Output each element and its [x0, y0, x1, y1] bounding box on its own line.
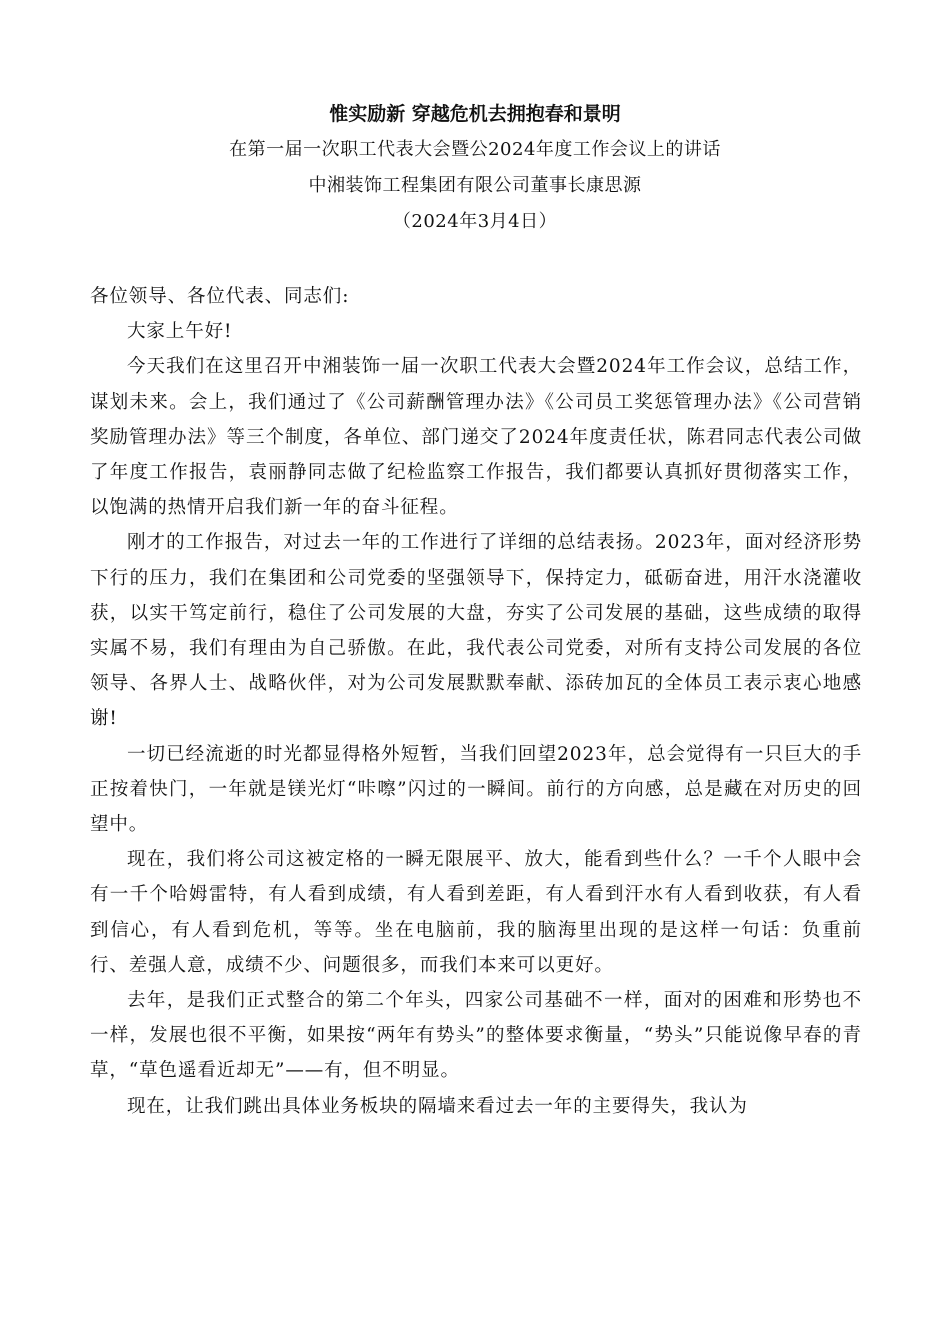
paragraph: 去年，是我们正式整合的第二个年头，四家公司基础不一样，面对的困难和形势也不一样，发展也很不平衡，如果按“两年有势头”的整体要求衡量，“势头”只能说像早春的青草，“草色遥看近却无”——有，但不明显。 — [90, 990, 862, 1082]
document-title: 惟实励新 穿越危机去拥抱春和景明 — [329, 103, 621, 125]
speaker-line: 中湘装饰工程集团有限公司董事长康思源 — [308, 175, 642, 196]
document-subtitle: 在第一届一次职工代表大会暨公2024年度工作会议上的讲话 — [229, 139, 721, 160]
paragraph-greeting: 大家上午好! — [127, 321, 233, 343]
paragraph: 刚才的工作报告，对过去一年的工作进行了详细的总结表扬。2023年，面对经济形势下行的压力，我们在集团和公司党委的坚强领导下，保持定力，砥砺奋进，用汗水浇灌收获，以实干笃定前行，稳住了公司发展的大盘，夯实了公司发展的基础，这些成绩的取得实属不易，我们有理由为自己骄傲。在此，我代表公司党委，对所有支持公司发展的各位领导、各界人士、战略伙伴，对为公司发展默默奉献、添砖加瓦的全体员工表示衷心地感谢! — [90, 532, 862, 730]
paragraph: 今天我们在这里召开中湘装饰一届一次职工代表大会暨2024年工作会议，总结工作，谋划未来。会上，我们通过了《公司薪酬管理办法》《公司员工奖惩管理办法》《公司营销奖励管理办法》等三个制度，各单位、部门递交了2024年度责任状，陈君同志代表公司做了年度工作报告，袁丽静同志做了纪检监察工作报告，我们都要认真抓好贯彻落实工作，以饱满的热情开启我们新一年的奋斗征程。 — [90, 356, 862, 519]
paragraph: 现在，我们将公司这被定格的一瞬无限展平、放大，能看到些什么？一千个人眼中会有一千个哈姆雷特，有人看到成绩，有人看到差距，有人看到汗水有人看到收获，有人看到信心，有人看到危机，等等。坐在电脑前，我的脑海里出现的是这样一句话：负重前行、差强人意，成绩不少、问题很多，而我们本来可以更好。 — [90, 849, 862, 976]
paragraph: 现在，让我们跳出具体业务板块的隔墙来看过去一年的主要得失，我认为 — [127, 1095, 748, 1117]
paragraph: 一切已经流逝的时光都显得格外短暂，当我们回望2023年，总会觉得有一只巨大的手正按着快门，一年就是镁光灯“咔嚓”闪过的一瞬间。前行的方向感，总是藏在对历史的回望中。 — [90, 743, 862, 836]
salutation: 各位领导、各位代表、同志们: — [90, 286, 350, 307]
document-body — [90, 279, 862, 1124]
document-header — [90, 96, 860, 240]
speech-date: （2024年3月4日） — [392, 211, 558, 232]
